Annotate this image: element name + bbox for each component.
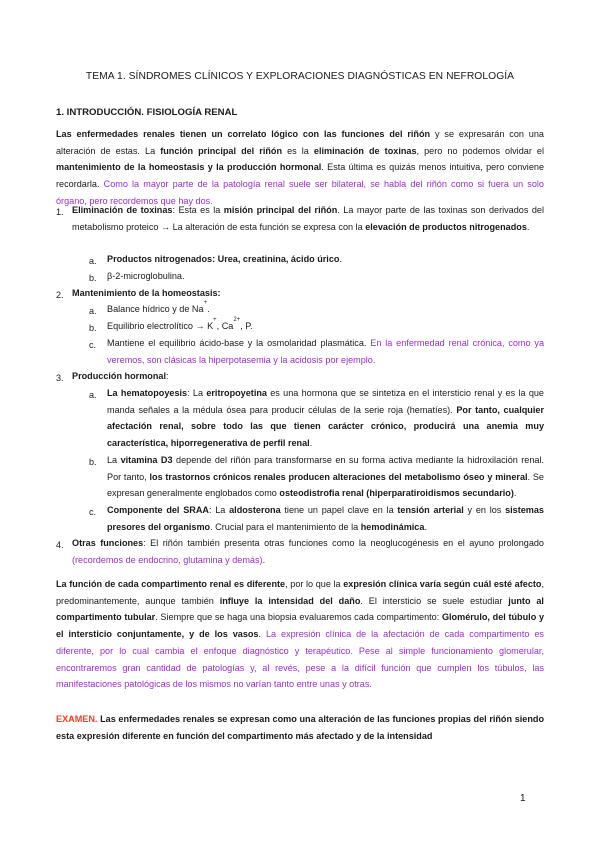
list-text: misión principal del riñón xyxy=(223,205,338,215)
list-text: Equilibrio electrolítico → K xyxy=(107,321,214,331)
list-text: Eliminación de toxinas xyxy=(72,205,173,215)
superscript: + xyxy=(213,317,217,323)
sublist-item xyxy=(107,385,544,452)
list-text: , P. xyxy=(240,321,253,331)
sublist-item xyxy=(107,318,544,335)
list-text: , Ca xyxy=(216,321,234,331)
list-text: Mantiene el equilibrio ácido-base y la osmolaridad plasmática. xyxy=(107,338,371,348)
sublist-item xyxy=(107,335,544,368)
page-number: 1 xyxy=(520,793,526,804)
compartments-paragraph xyxy=(56,576,544,693)
list-number: 3. xyxy=(56,373,64,383)
sublist-item xyxy=(107,268,544,285)
list-text: . xyxy=(262,554,266,565)
para-text: junto al compartimento tubular xyxy=(56,595,544,623)
sublist-letter: a. xyxy=(89,390,97,400)
list-text: Componente del SRAA xyxy=(107,505,209,515)
list-item xyxy=(72,368,544,385)
para-text: . Siempre que se haga una biopsia evaluaremos cada compartimento: xyxy=(155,612,442,623)
list-item xyxy=(72,535,544,568)
para-text: Glomérulo, del túbulo y el intersticio conjuntamente, y de los vasos xyxy=(56,612,544,640)
list-text: : El riñón también presenta otras funciones como la neoglucogénesis en el ayuno prolongado xyxy=(143,538,544,548)
para-text: expresión clínica varía según cuál esté afecto xyxy=(343,579,542,589)
section-heading: 1. INTRODUCCIÓN. FISIOLOGÍA RENAL xyxy=(56,107,238,118)
exam-label: EXAMEN. xyxy=(56,714,98,724)
intro-text: . Esta última es quizás menos intuitiva, pero conviene recordarla. xyxy=(56,162,544,190)
sublist-letter: c. xyxy=(89,507,97,517)
sublist-letter: b. xyxy=(89,273,97,283)
para-text: La función de cada compartimento renal es diferente xyxy=(56,579,286,589)
list-text: los trastornos crónicos renales producen alteraciones del metabolismo óseo y mineral xyxy=(149,471,528,482)
sublist-item xyxy=(107,452,544,502)
list-text: . La mayor parte de las toxinas son derivados del metabolismo proteico → La alteración de esta función se expresa con la xyxy=(72,205,545,232)
sublist-item xyxy=(107,502,544,535)
list-text: . Se expresan generalmente englobados como xyxy=(107,471,544,499)
para-note: La expresión clínica de la afectación de cada compartimento es diferente, por lo cual cambia el enfoque diagnóstico y terapéutico. Pese al simple funcionamiento glomerular, encontraremos gran cantidad de patologías y, al revés, pese a la difícil función que cumplen los túbulos, las manifestaciones patológicas de los mismos no varían tanto entre unas y otras. xyxy=(56,629,544,690)
list-text: . xyxy=(526,221,530,232)
list-text: : Urea, creatinina, ácido úrico xyxy=(212,254,340,264)
sublist-letter: a. xyxy=(89,256,97,266)
list-text: Mantenimiento de la homeostasis: xyxy=(72,288,221,298)
list-text: eritropoyetina xyxy=(206,388,267,398)
list-text: Por tanto, cualquier afectación renal, sobre todo las que tienen carácter crónico, producirá una anemia muy característica, hiporregenerativa de perfil renal xyxy=(107,404,544,449)
list-text: Balance hídrico y de Na xyxy=(107,304,204,314)
para-text: , por lo que la xyxy=(285,579,344,589)
sublist-letter: b. xyxy=(89,323,97,333)
intro-text: Las enfermedades renales tienen un correlato lógico con las funciones del riñón xyxy=(56,129,431,139)
list-text: hemodinámica xyxy=(360,521,425,532)
list-number: 2. xyxy=(56,290,64,300)
list-text: depende del riñón para transformarse en su forma activa mediante la hidroxilación renal. Por tanto, xyxy=(107,455,545,482)
list-text: es una hormona que se sintetiza en el intersticio renal y es la que manda señales a la médula ósea para producir células de la serie roja (hematíes). xyxy=(107,388,544,415)
list-text: sistemas presores del organismo xyxy=(107,505,544,532)
intro-text: mantenimiento de la homeostasis y la producción hormonal xyxy=(56,162,322,173)
list-text: La xyxy=(107,455,121,465)
list-text: tiene un papel clave en la xyxy=(280,505,398,515)
intro-text: y se expresarán con una alteración de estas. La xyxy=(56,129,544,156)
intro-paragraph xyxy=(56,126,544,210)
list-text: β-2-microglobulina. xyxy=(107,271,185,281)
list-text: . Crucial para el mantenimiento de la xyxy=(210,521,361,532)
para-text: influye la intensidad del daño xyxy=(219,595,361,606)
list-text: aldosterona xyxy=(229,505,281,515)
sublist-item xyxy=(107,251,544,268)
list-text: : Esta es la xyxy=(172,205,224,215)
list-text: vitamina D3 xyxy=(120,455,173,465)
list-note: (recordemos de endocrino, glutamina y demás) xyxy=(72,554,263,565)
superscript: 2+ xyxy=(233,317,241,323)
list-text: La hematopoyesis xyxy=(107,388,188,398)
list-text: elevación de productos nitrogenados xyxy=(365,221,527,232)
intro-text: función principal del riñón xyxy=(160,145,283,156)
sublist-letter: b. xyxy=(89,457,97,467)
list-text: : La xyxy=(187,388,207,398)
intro-text: eliminación de toxinas xyxy=(313,145,417,156)
list-number: 1. xyxy=(56,207,64,217)
list-text: . xyxy=(339,254,342,264)
superscript: + xyxy=(203,300,208,306)
sublist-letter: c. xyxy=(89,340,97,350)
sublist-letter: a. xyxy=(89,306,97,316)
list-text: Otras funciones xyxy=(72,538,144,548)
list-text: tensión arterial xyxy=(397,505,464,515)
list-text: . xyxy=(424,521,427,532)
list-text: Productos nitrogenados xyxy=(107,254,213,264)
para-text: . xyxy=(258,629,266,640)
list-text: . xyxy=(309,438,313,449)
list-text: osteodistrofia renal (hiperparatiroidismos secundario) xyxy=(279,488,514,499)
exam-text: Las enfermedades renales se expresan como una alteración de las funciones propias del riñón siendo esta expresión diferente en función del compartimento más afectado y de la intensidad xyxy=(56,714,544,741)
exam-paragraph xyxy=(56,711,544,744)
list-text: . xyxy=(513,488,517,499)
list-text: . xyxy=(207,304,210,314)
list-note: En la enfermedad renal crónica, como ya veremos, son clásicas la hiperpotasemia y la acidosis por ejemplo. xyxy=(107,338,545,365)
list-number: 4. xyxy=(56,540,64,550)
list-item xyxy=(72,285,544,302)
intro-text: es la xyxy=(282,145,314,156)
list-text: Producción hormonal xyxy=(72,371,166,381)
intro-text: , pero no podemos olvidar el xyxy=(416,145,544,156)
list-text: : La xyxy=(208,505,230,515)
para-text: . El intersticio se suele estudiar xyxy=(360,595,509,606)
para-text: , predominantemente, aunque también xyxy=(56,579,544,606)
intro-note: Como la mayor parte de la patología renal suele ser bilateral, se habla del riñón como si fuera un solo órgano, pero recordemos que hay dos. xyxy=(56,179,544,206)
list-text: y en los xyxy=(463,505,506,515)
sublist-item xyxy=(107,301,544,318)
list-item xyxy=(72,202,544,235)
list-text: : xyxy=(165,371,169,381)
document-title: TEMA 1. SÍNDROMES CLÍNICOS Y EXPLORACIONES DIAGNÓSTICAS EN NEFROLOGÍA xyxy=(85,71,515,82)
